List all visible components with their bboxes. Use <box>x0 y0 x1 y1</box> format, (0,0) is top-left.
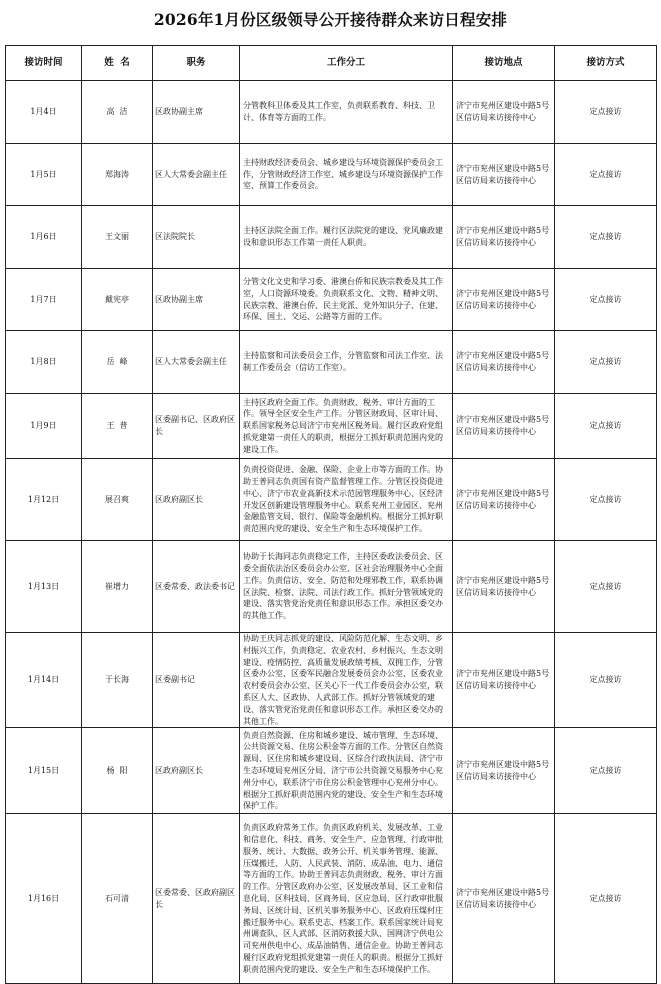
header-position: 职务 <box>153 46 240 81</box>
cell-duty: 分管教科卫体委及其工作室，负责联系教育、科技、卫计、体育等方面的工作。 <box>240 81 453 144</box>
cell-duty: 负责自然资源、住房和城乡建设、城市管理、生态环境、公共资源交易、住房公积金等方面的工作。分管区自然资源局、区住房和城乡建设局、区综合行政执法局、济宁市生态环境局兖州区分局、济宁市公共资源交易服务中心兖州分中心，联系济宁市住房公积金管理中心兖州分中心。根据分工抓好职责范围内党的建设、安全生产和生态环境保护工作。 <box>240 728 453 814</box>
cell-duty: 分管文化文史和学习委、港澳台侨和民族宗教委及其工作室，人口资源环境委。负责联系文化、文物、精神文明、民族宗教、港澳台侨、民主党派、党外知识分子、住建、环保、国土、交运、公路等方面的工作。 <box>240 269 453 331</box>
cell-date: 1月13日 <box>6 541 82 633</box>
cell-duty: 主持区法院全面工作。履行区法院党的建设、党风廉政建设和意识形态工作第一责任人职责。 <box>240 206 453 269</box>
cell-method: 定点接访 <box>555 331 657 394</box>
cell-method: 定点接访 <box>555 633 657 728</box>
cell-method: 定点接访 <box>555 206 657 269</box>
cell-location: 济宁市兖州区建设中路5号区信访局来访接待中心 <box>453 144 555 206</box>
table-row <box>6 459 657 541</box>
cell-date: 1月5日 <box>6 144 82 206</box>
schedule-table <box>5 45 657 984</box>
header-date: 接访时间 <box>6 46 82 81</box>
cell-name: 石可清 <box>82 814 153 984</box>
cell-location: 济宁市兖州区建设中路5号区信访局来访接待中心 <box>453 633 555 728</box>
cell-name: 于长海 <box>82 633 153 728</box>
cell-position: 区委副书记 <box>153 633 240 728</box>
cell-position: 区委副书记、区政府区长 <box>153 394 240 459</box>
header-name: 姓 名 <box>82 46 153 81</box>
header-duty: 工作分工 <box>240 46 453 81</box>
table-row <box>6 331 657 394</box>
cell-position: 区人大常委会副主任 <box>153 144 240 206</box>
cell-name: 岳 峰 <box>82 331 153 394</box>
cell-date: 1月8日 <box>6 331 82 394</box>
cell-duty: 协助王庆同志抓党的建设、风险防范化解、生态文明、乡村振兴工作，负责稳定、农业农村、乡村振兴、生态文明建设、疫情防控、高质量发展政绩考核、双拥工作，分管区委办公室、区委军民融合发展委员会办公室、区委农业农村委员会办公室、区关心下一代工作委员会办公室，联系区人大、区政协、人武部工作。抓好分管领域党的建设、落实管党治党责任和意识形态工作。承担区委交办的其他工作。 <box>240 633 453 728</box>
cell-method: 定点接访 <box>555 728 657 814</box>
cell-location: 济宁市兖州区建设中路5号区信访局来访接待中心 <box>453 541 555 633</box>
table-row <box>6 144 657 206</box>
cell-position: 区政协副主席 <box>153 81 240 144</box>
cell-name: 郑海涛 <box>82 144 153 206</box>
table-header-row <box>6 46 657 81</box>
cell-date: 1月16日 <box>6 814 82 984</box>
cell-date: 1月12日 <box>6 459 82 541</box>
cell-location: 济宁市兖州区建设中路5号区信访局来访接待中心 <box>453 814 555 984</box>
cell-method: 定点接访 <box>555 144 657 206</box>
cell-method: 定点接访 <box>555 81 657 144</box>
cell-position: 区政协副主席 <box>153 269 240 331</box>
cell-name: 王文丽 <box>82 206 153 269</box>
cell-date: 1月14日 <box>6 633 82 728</box>
cell-duty: 主持财政经济委员会、城乡建设与环境资源保护委员会工作，分管财政经济工作室、城乡建设与环境资源保护工作室、预算工作委员会。 <box>240 144 453 206</box>
cell-position: 区委常委、政法委书记 <box>153 541 240 633</box>
cell-location: 济宁市兖州区建设中路5号区信访局来访接待中心 <box>453 269 555 331</box>
cell-position: 区人大常委会副主任 <box>153 331 240 394</box>
cell-position: 区委常委、区政府副区长 <box>153 814 240 984</box>
cell-duty: 主持区政府全面工作。负责财政、税务、审计方面的工作。领导全区安全生产工作。分管区财政局、区审计局、联系国家税务总局济宁市兖州区税务局。履行区政府党组抓党建第一责任人的职责，根据分工抓好职责范围内党的建设工作。 <box>240 394 453 459</box>
cell-location: 济宁市兖州区建设中路5号区信访局来访接待中心 <box>453 206 555 269</box>
cell-name: 杨 阳 <box>82 728 153 814</box>
cell-date: 1月4日 <box>6 81 82 144</box>
cell-method: 定点接访 <box>555 541 657 633</box>
cell-position: 区政府副区长 <box>153 459 240 541</box>
cell-date: 1月7日 <box>6 269 82 331</box>
cell-location: 济宁市兖州区建设中路5号区信访局来访接待中心 <box>453 728 555 814</box>
cell-location: 济宁市兖州区建设中路5号区信访局来访接待中心 <box>453 81 555 144</box>
cell-location: 济宁市兖州区建设中路5号区信访局来访接待中心 <box>453 459 555 541</box>
header-location: 接访地点 <box>453 46 555 81</box>
cell-method: 定点接访 <box>555 394 657 459</box>
cell-location: 济宁市兖州区建设中路5号区信访局来访接待中心 <box>453 331 555 394</box>
table-row <box>6 814 657 984</box>
cell-name: 崔增力 <box>82 541 153 633</box>
cell-duty: 协助于长海同志负责稳定工作，主持区委政法委员会、区委全面依法治区委员会办公室、区社会治理服务中心全面工作。负责信访、安全、防范和处理邪教工作，联系协调区法院、检察、法院、司法行政工作。抓好分管领域党的建设、落实管党治党责任和意识形态工作。承担区委交办的其他工作。 <box>240 541 453 633</box>
cell-name: 高 洁 <box>82 81 153 144</box>
table-row <box>6 728 657 814</box>
table-row <box>6 81 657 144</box>
cell-date: 1月6日 <box>6 206 82 269</box>
cell-duty: 负责投资促进、金融、保险、企业上市等方面的工作。协助王普同志负责国有资产监督管理工作。分管区投资促进中心、济宁市农业高新技术示范园管理服务中心、区经济开发区创新建设管理服务中心。联系兖州工业园区、兖州金融监管支局、银行、保险等金融机构。根据分工抓好职责范围内党的建设、安全生产和生态环境保护工作。 <box>240 459 453 541</box>
page-title: 2026年1月份区级领导公开接待群众来访日程安排 <box>153 10 508 29</box>
table-row <box>6 269 657 331</box>
cell-method: 定点接访 <box>555 459 657 541</box>
cell-method: 定点接访 <box>555 814 657 984</box>
cell-duty: 负责区政府常务工作。负责区政府机关、发展改革、工业和信息化、科技、商务、安全生产、应急管理、行政审批服务、统计、大数据、政务公开、机关事务管理、能源、压煤搬迁、人防、人民武装、消防、成品油、电力、通信等方面的工作。协助王普同志负责财政、税务、审计方面的工作。分管区政府办公室、区发展改革局、区工业和信息化局、区科技局、区商务局、区应急局、区行政审批服务局、区统计局、区机关事务服务中心、区政府压煤村庄搬迁服务中心。联系史志、档案工作。联系国家统计局兖州调查队、区人武部、区消防救援大队、国网济宁供电公司兖州供电中心、成品油销售、通信企业。协助王普同志履行区政府党组抓党建第一责任人的职责。根据分工抓好职责范围内党的建设、安全生产和生态环境保护工作。 <box>240 814 453 984</box>
table-row <box>6 541 657 633</box>
cell-name: 王 普 <box>82 394 153 459</box>
cell-position: 区政府副区长 <box>153 728 240 814</box>
table-row <box>6 633 657 728</box>
cell-duty: 主持监察和司法委员会工作，分管监察和司法工作室、法制工作委员会（信访工作室）。 <box>240 331 453 394</box>
cell-date: 1月15日 <box>6 728 82 814</box>
header-method: 接访方式 <box>555 46 657 81</box>
cell-location: 济宁市兖州区建设中路5号区信访局来访接待中心 <box>453 394 555 459</box>
cell-method: 定点接访 <box>555 269 657 331</box>
cell-date: 1月9日 <box>6 394 82 459</box>
table-row <box>6 394 657 459</box>
cell-name: 展召爽 <box>82 459 153 541</box>
table-row <box>6 206 657 269</box>
cell-position: 区法院院长 <box>153 206 240 269</box>
cell-name: 戴宪亭 <box>82 269 153 331</box>
